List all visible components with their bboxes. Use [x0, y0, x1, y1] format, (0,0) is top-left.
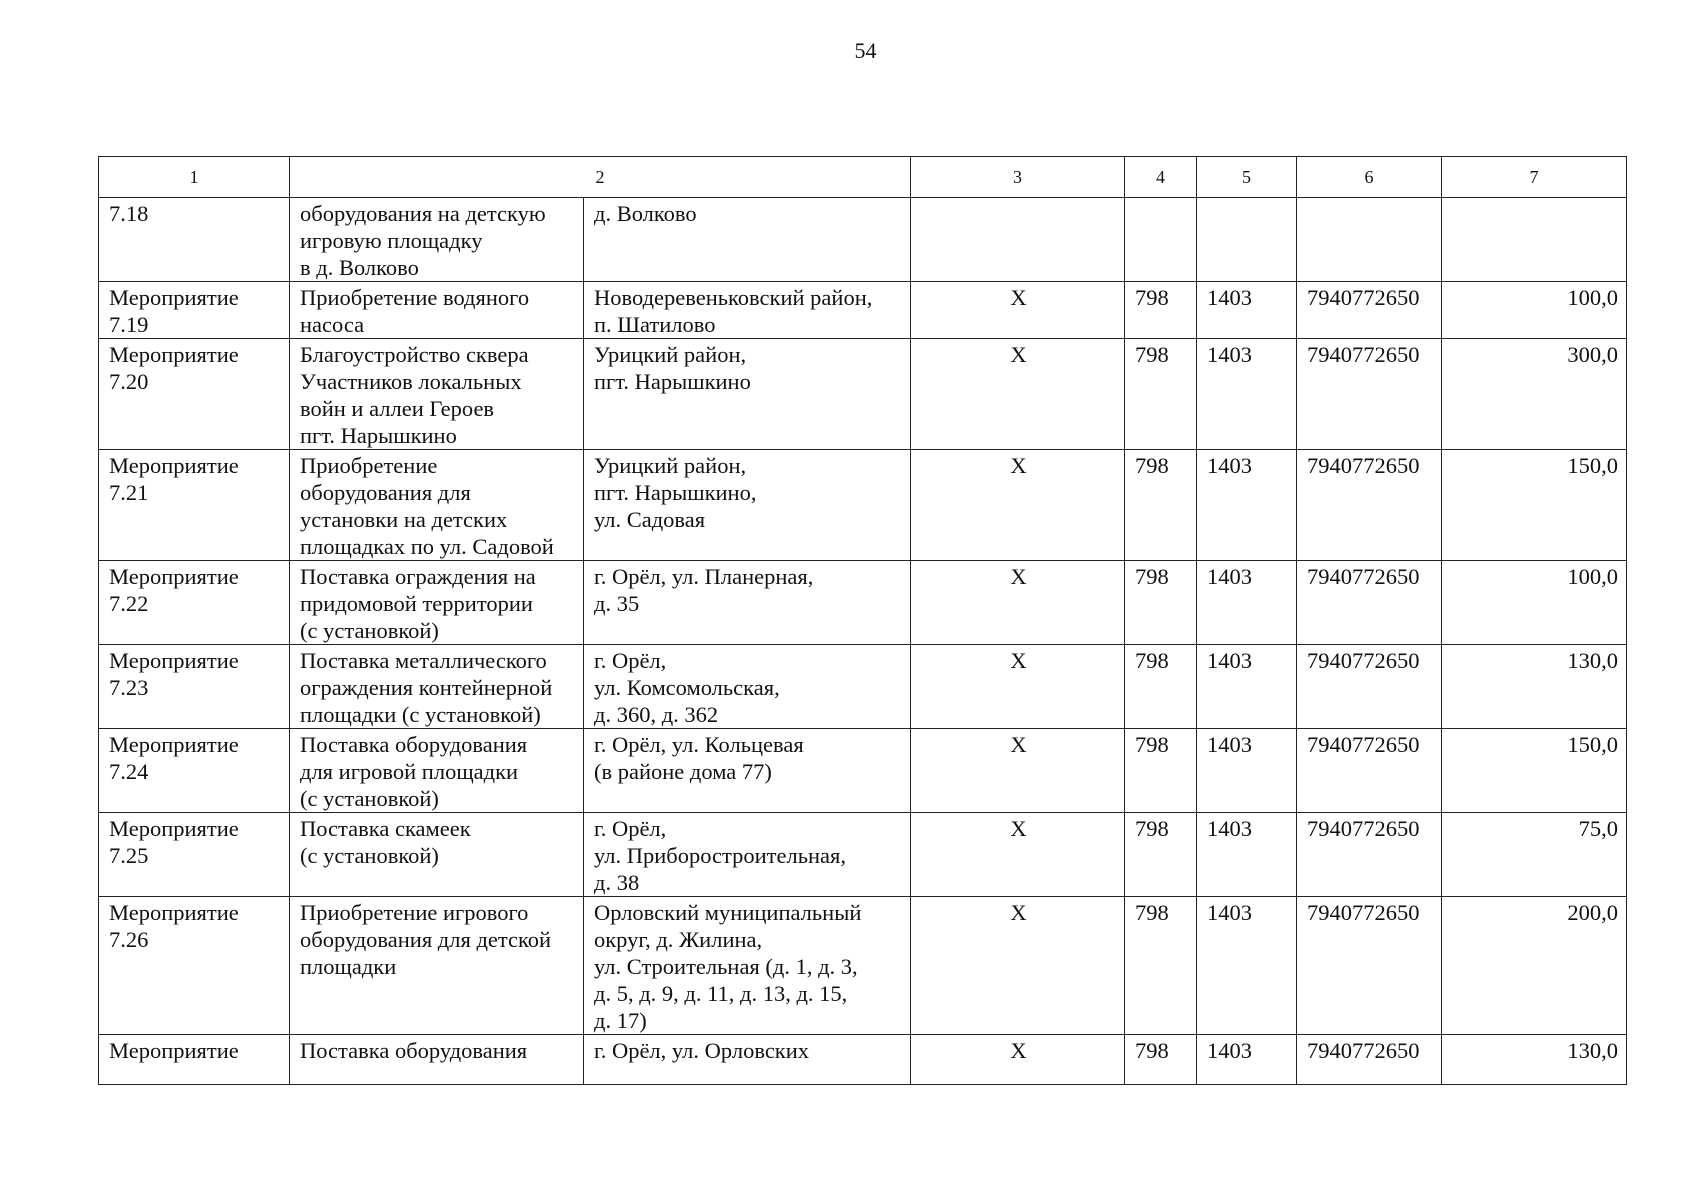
event-place-cell-line: ул. Приборостроительная,	[594, 843, 846, 868]
event-code-cell-line: 7.25	[109, 843, 149, 868]
event-code-cell-line: Мероприятие	[109, 564, 239, 589]
event-place-cell-line: д. 17)	[594, 1008, 647, 1033]
event-name-cell-line: игровую площадку	[300, 228, 483, 253]
event-code-cell-line: Мероприятие	[109, 816, 239, 841]
event-name-cell-line: пгт. Нарышкино	[300, 423, 457, 448]
col6-cell: 7940772650	[1297, 450, 1442, 561]
event-name-cell-line: Приобретение водяного	[300, 285, 530, 310]
event-code-cell-line: 7.19	[109, 312, 149, 337]
event-place-cell-line: Новодеревеньковский район,	[594, 285, 873, 310]
event-place-cell	[584, 1035, 911, 1085]
event-name-cell	[290, 198, 584, 282]
amount-cell: 100,0	[1442, 561, 1627, 645]
event-place-cell-line: ул. Садовая	[594, 507, 706, 532]
event-name-cell-line: (с установкой)	[300, 618, 439, 643]
event-place-cell	[584, 339, 911, 450]
event-name-cell	[290, 282, 584, 339]
col6-cell: 7940772650	[1297, 897, 1442, 1035]
event-code-cell	[99, 282, 290, 339]
col4-cell: 798	[1125, 339, 1197, 450]
event-place-cell-line: г. Орёл,	[594, 648, 667, 673]
header-col-2: 2	[290, 157, 911, 198]
amount-cell: 200,0	[1442, 897, 1627, 1035]
event-place-cell	[584, 450, 911, 561]
col3-cell: Х	[911, 1035, 1125, 1085]
event-name-cell	[290, 645, 584, 729]
col3-cell: Х	[911, 561, 1125, 645]
event-name-cell-line: Поставка оборудования	[300, 732, 528, 757]
event-place-cell	[584, 282, 911, 339]
event-name-cell-line: Поставка оборудования	[300, 1038, 528, 1063]
event-place-cell-line: г. Орёл, ул. Планерная,	[594, 564, 814, 589]
col4-cell: 798	[1125, 729, 1197, 813]
col3-cell: Х	[911, 645, 1125, 729]
event-name-cell-line: Поставка металлического	[300, 648, 547, 673]
col6-cell: 7940772650	[1297, 1035, 1442, 1085]
col3-cell: Х	[911, 450, 1125, 561]
event-name-cell-line: Поставка ограждения на	[300, 564, 536, 589]
event-name-cell-line: установки на детских	[300, 507, 508, 532]
col6-cell: 7940772650	[1297, 729, 1442, 813]
col5-cell: 1403	[1197, 813, 1297, 897]
event-code-cell	[99, 339, 290, 450]
event-place-cell-line: д. 38	[594, 870, 640, 895]
event-name-cell-line: Приобретение игрового	[300, 900, 529, 925]
event-name-cell-line: оборудования на детскую	[300, 201, 546, 226]
budget-table	[98, 156, 1627, 1085]
event-code-cell-line: 7.21	[109, 480, 149, 505]
event-place-cell-line: округ, д. Жилина,	[594, 927, 763, 952]
event-name-cell	[290, 729, 584, 813]
col5-cell: 1403	[1197, 729, 1297, 813]
event-name-cell-line: насоса	[300, 312, 365, 337]
event-place-cell-line: пгт. Нарышкино	[594, 369, 751, 394]
col4-cell: 798	[1125, 645, 1197, 729]
table-row	[99, 198, 1627, 282]
event-place-cell-line: пгт. Нарышкино,	[594, 480, 757, 505]
event-place-cell-line: (в районе дома 77)	[594, 759, 772, 784]
col5-cell: 1403	[1197, 282, 1297, 339]
event-place-cell	[584, 729, 911, 813]
event-place-cell-line: п. Шатилово	[594, 312, 716, 337]
page-number: 54	[854, 38, 877, 63]
col3-cell	[911, 198, 1125, 282]
col3-cell: Х	[911, 339, 1125, 450]
event-code-cell	[99, 1035, 290, 1085]
event-code-cell-line: Мероприятие	[109, 453, 239, 478]
event-name-cell	[290, 897, 584, 1035]
event-name-cell-line: площадки (с установкой)	[300, 702, 541, 727]
event-code-cell-line: 7.23	[109, 675, 149, 700]
header-row	[99, 157, 1627, 198]
event-place-cell	[584, 561, 911, 645]
event-name-cell-line: в д. Волково	[300, 255, 419, 280]
col4-cell: 798	[1125, 897, 1197, 1035]
col4-cell: 798	[1125, 1035, 1197, 1085]
amount-cell: 300,0	[1442, 339, 1627, 450]
event-place-cell-line: Урицкий район,	[594, 453, 747, 478]
event-name-cell	[290, 339, 584, 450]
event-code-cell	[99, 729, 290, 813]
event-code-cell	[99, 198, 290, 282]
table-row	[99, 1035, 1627, 1085]
amount-cell: 150,0	[1442, 729, 1627, 813]
event-place-cell-line: г. Орёл,	[594, 816, 667, 841]
event-code-cell-line: 7.18	[109, 201, 149, 226]
event-name-cell-line: оборудования для	[300, 480, 471, 505]
col3-cell: Х	[911, 729, 1125, 813]
table-row	[99, 339, 1627, 450]
event-name-cell-line: площадки	[300, 954, 397, 979]
header-col-6: 6	[1297, 157, 1442, 198]
event-code-cell-line: Мероприятие	[109, 648, 239, 673]
event-place-cell-line: Урицкий район,	[594, 342, 747, 367]
event-place-cell	[584, 198, 911, 282]
col6-cell: 7940772650	[1297, 282, 1442, 339]
event-place-cell	[584, 813, 911, 897]
col6-cell: 7940772650	[1297, 813, 1442, 897]
event-name-cell-line: (с установкой)	[300, 786, 439, 811]
amount-cell: 130,0	[1442, 1035, 1627, 1085]
col6-cell: 7940772650	[1297, 645, 1442, 729]
table-row	[99, 729, 1627, 813]
event-name-cell-line: придомовой территории	[300, 591, 533, 616]
event-place-cell	[584, 897, 911, 1035]
event-code-cell-line: Мероприятие	[109, 1038, 239, 1063]
amount-cell: 100,0	[1442, 282, 1627, 339]
event-name-cell-line: Благоустройство сквера	[300, 342, 529, 367]
col3-cell: Х	[911, 813, 1125, 897]
event-name-cell-line: (с установкой)	[300, 843, 439, 868]
event-place-cell-line: г. Орёл, ул. Орловских	[594, 1038, 810, 1063]
col4-cell: 798	[1125, 282, 1197, 339]
event-place-cell-line: Орловский муниципальный	[594, 900, 862, 925]
amount-cell: 150,0	[1442, 450, 1627, 561]
table-row	[99, 450, 1627, 561]
table-body	[99, 198, 1627, 1085]
col6-cell: 7940772650	[1297, 561, 1442, 645]
event-code-cell-line: 7.20	[109, 369, 149, 394]
event-name-cell-line: площадках по ул. Садовой	[300, 534, 554, 559]
col5-cell: 1403	[1197, 645, 1297, 729]
event-code-cell	[99, 645, 290, 729]
event-name-cell-line: для игровой площадки	[300, 759, 519, 784]
header-col-7: 7	[1442, 157, 1627, 198]
event-code-cell	[99, 561, 290, 645]
event-name-cell-line: Приобретение	[300, 453, 438, 478]
col5-cell: 1403	[1197, 561, 1297, 645]
header-col-4: 4	[1125, 157, 1197, 198]
event-place-cell-line: д. 35	[594, 591, 640, 616]
event-name-cell	[290, 450, 584, 561]
table-row	[99, 897, 1627, 1035]
event-code-cell	[99, 897, 290, 1035]
event-place-cell	[584, 645, 911, 729]
table-row	[99, 282, 1627, 339]
event-code-cell	[99, 450, 290, 561]
col5-cell: 1403	[1197, 339, 1297, 450]
col4-cell	[1125, 198, 1197, 282]
header-col-5: 5	[1197, 157, 1297, 198]
event-name-cell	[290, 813, 584, 897]
event-code-cell-line: 7.24	[109, 759, 149, 784]
col4-cell: 798	[1125, 561, 1197, 645]
event-code-cell-line: Мероприятие	[109, 732, 239, 757]
event-code-cell-line: 7.26	[109, 927, 149, 952]
col5-cell	[1197, 198, 1297, 282]
event-code-cell-line: Мероприятие	[109, 900, 239, 925]
col6-cell	[1297, 198, 1442, 282]
col6-cell: 7940772650	[1297, 339, 1442, 450]
table-row	[99, 645, 1627, 729]
event-name-cell-line: оборудования для детской	[300, 927, 552, 952]
event-place-cell-line: д. 360, д. 362	[594, 702, 719, 727]
table-row	[99, 561, 1627, 645]
event-name-cell-line: Поставка скамеек	[300, 816, 471, 841]
event-name-cell-line: Участников локальных	[300, 369, 522, 394]
col4-cell: 798	[1125, 813, 1197, 897]
col3-cell: Х	[911, 897, 1125, 1035]
event-code-cell-line: Мероприятие	[109, 285, 239, 310]
event-name-cell-line: ограждения контейнерной	[300, 675, 553, 700]
event-name-cell-line: войн и аллеи Героев	[300, 396, 495, 421]
event-code-cell	[99, 813, 290, 897]
col4-cell: 798	[1125, 450, 1197, 561]
table-row	[99, 813, 1627, 897]
amount-cell	[1442, 198, 1627, 282]
header-col-3: 3	[911, 157, 1125, 198]
event-place-cell-line: д. Волково	[594, 201, 697, 226]
event-name-cell	[290, 561, 584, 645]
event-place-cell-line: д. 5, д. 9, д. 11, д. 13, д. 15,	[594, 981, 848, 1006]
event-place-cell-line: ул. Строительная (д. 1, д. 3,	[594, 954, 858, 979]
event-place-cell-line: ул. Комсомольская,	[594, 675, 780, 700]
col5-cell: 1403	[1197, 1035, 1297, 1085]
col5-cell: 1403	[1197, 450, 1297, 561]
col3-cell: Х	[911, 282, 1125, 339]
amount-cell: 130,0	[1442, 645, 1627, 729]
col5-cell: 1403	[1197, 897, 1297, 1035]
event-place-cell-line: г. Орёл, ул. Кольцевая	[594, 732, 804, 757]
event-code-cell-line: Мероприятие	[109, 342, 239, 367]
event-name-cell	[290, 1035, 584, 1085]
amount-cell: 75,0	[1442, 813, 1627, 897]
event-code-cell-line: 7.22	[109, 591, 149, 616]
header-col-1: 1	[99, 157, 290, 198]
